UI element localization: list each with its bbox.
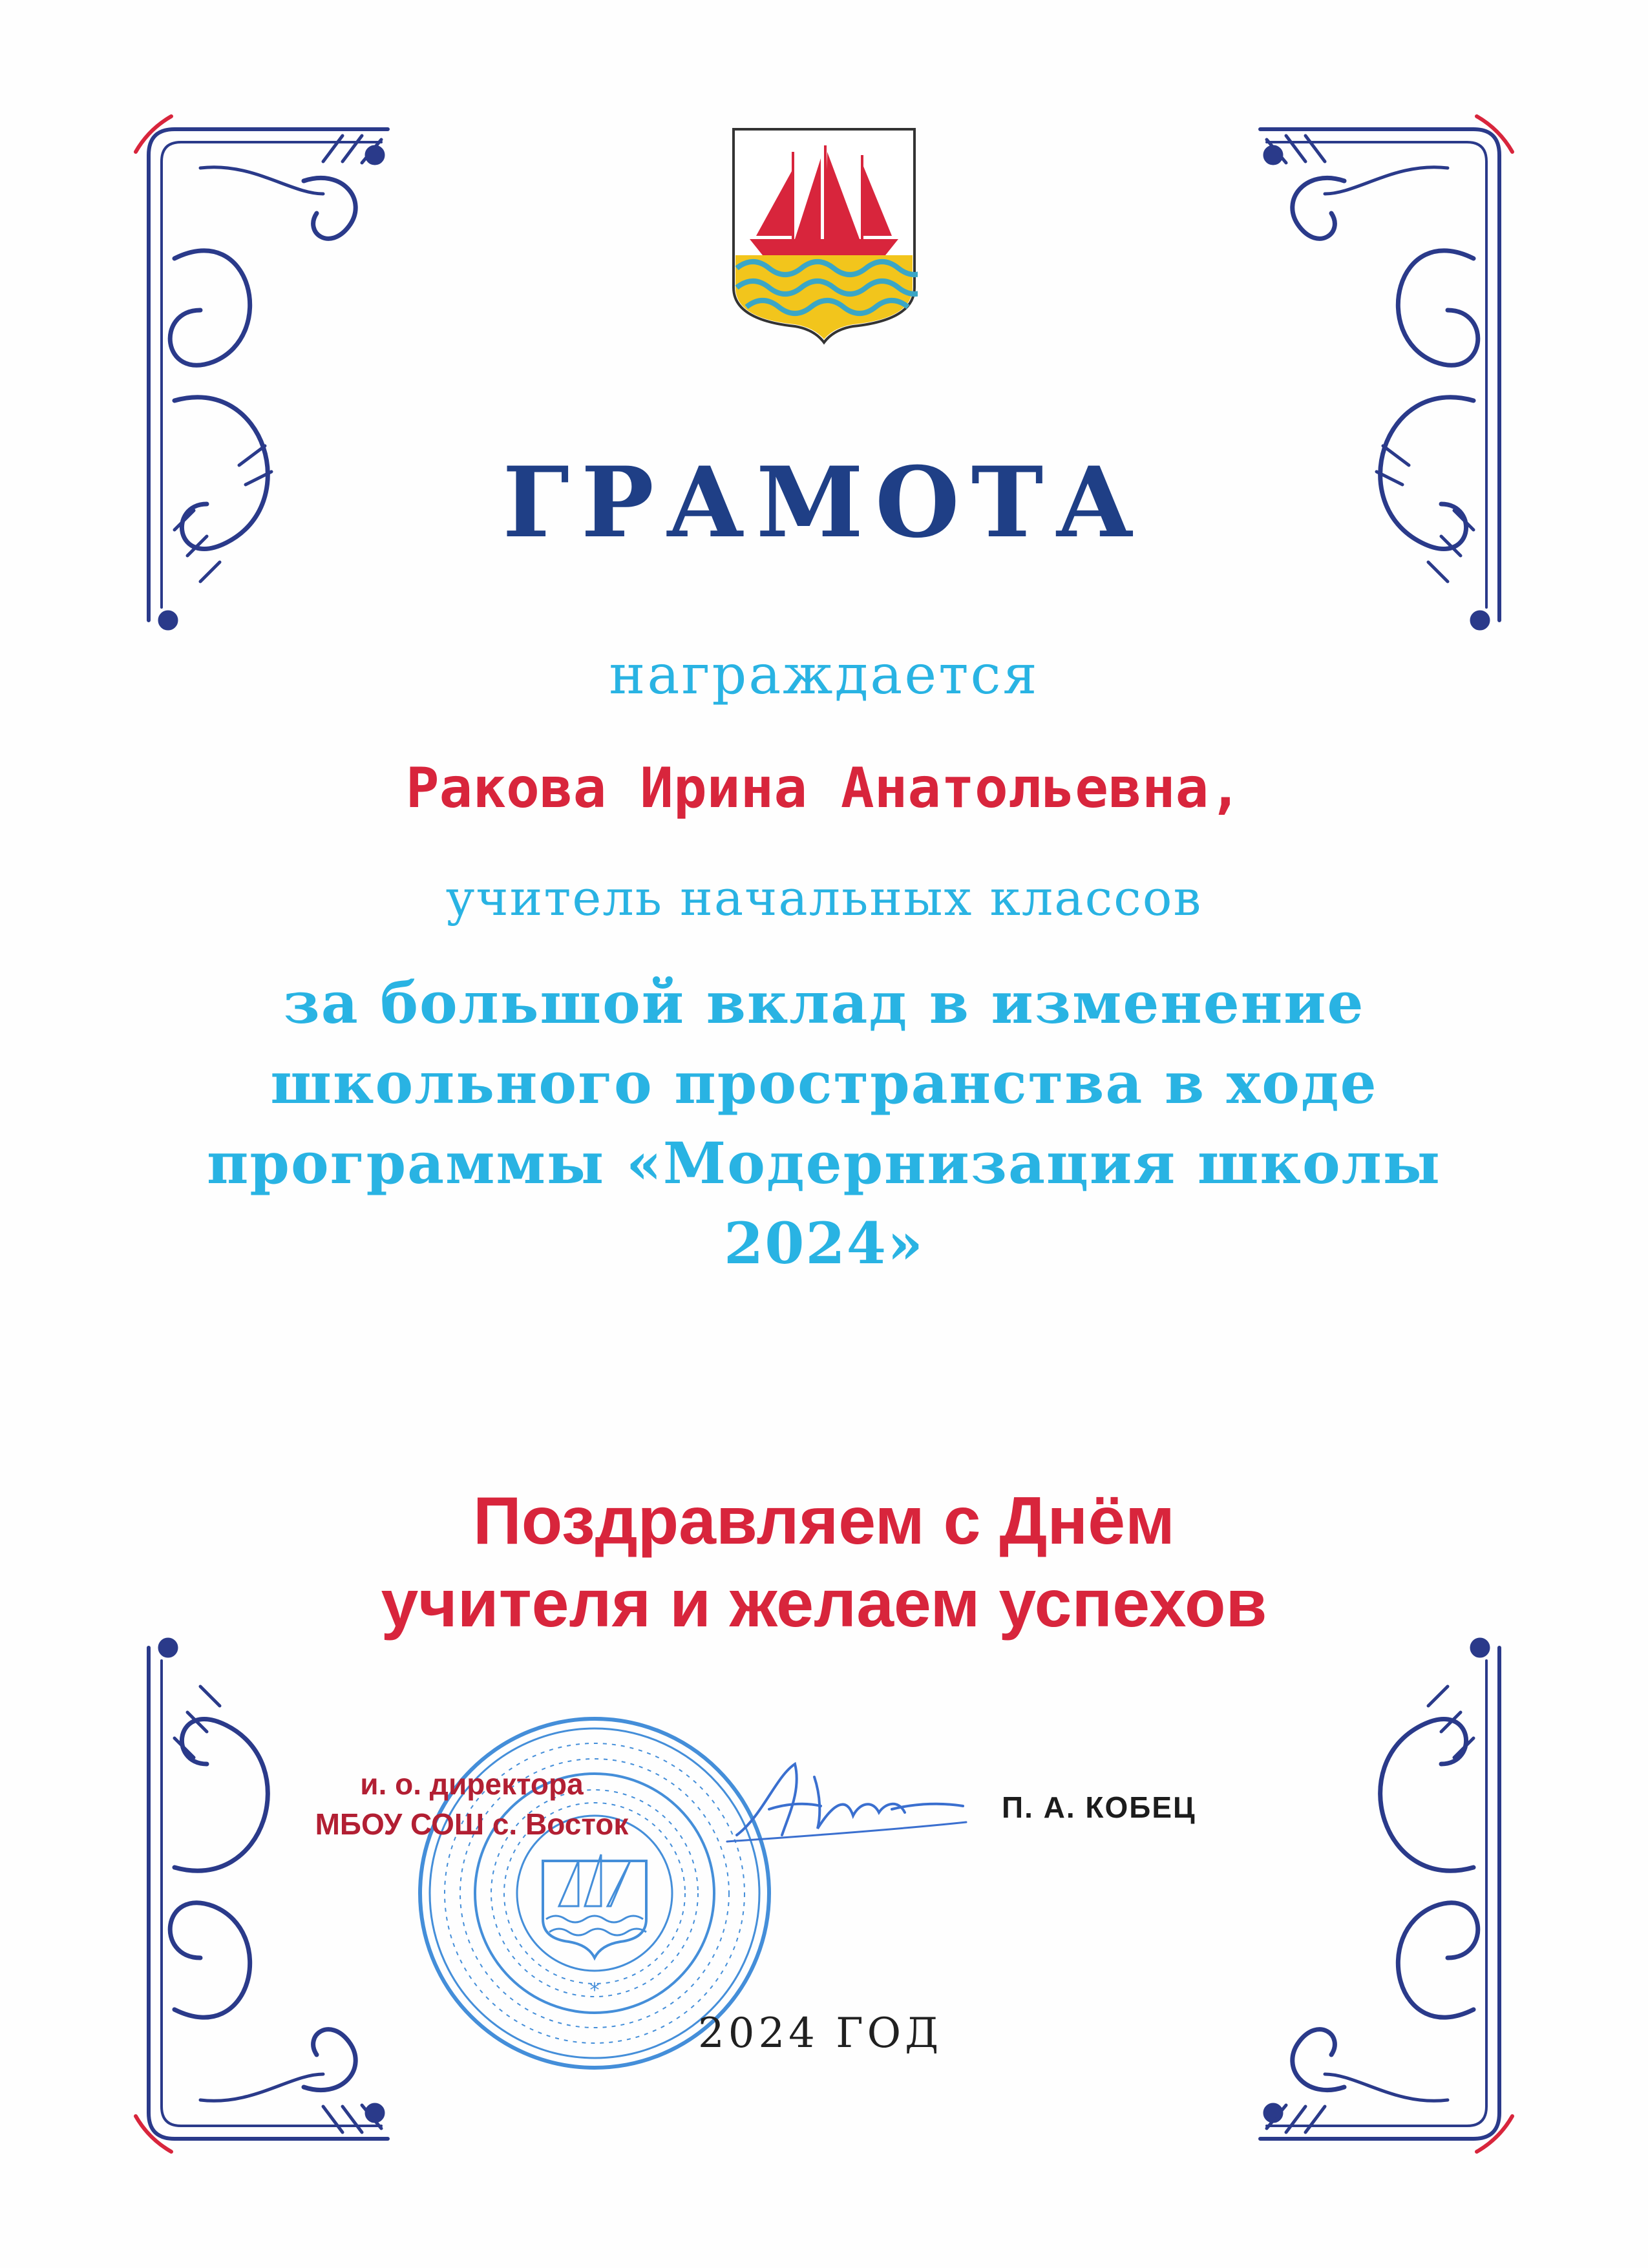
coat-of-arms-ship-icon (730, 126, 918, 346)
signer-name: П. А. КОБЕЦ (1002, 1790, 1196, 1824)
handwritten-signature (724, 1738, 969, 1854)
svg-text:*: * (589, 1979, 600, 2002)
corner-ornament-bottom-left (110, 1622, 420, 2178)
signer-role-line: и. о. директора (360, 1767, 584, 1801)
signer-role-line: МБОУ СОШ с. Восток (315, 1807, 629, 1841)
awarded-text: награждается (609, 643, 1039, 706)
certificate-title: ГРАМОТА (502, 446, 1146, 560)
congratulation-line: Поздравляем с Днём (472, 1484, 1175, 1559)
award-reason-line: за большой вклад в изменение (283, 969, 1365, 1036)
award-reason-line: 2024» (724, 1210, 924, 1277)
corner-ornament-top-right (1228, 90, 1538, 646)
award-reason-line: программы «Модернизация школы (207, 1129, 1441, 1197)
corner-ornament-top-left (110, 90, 420, 646)
year-text: 2024 ГОД (698, 2010, 943, 2057)
congratulation-text (0, 1480, 1648, 1645)
corner-ornament-bottom-right (1228, 1622, 1538, 2178)
recipient-name: Ракова Ирина Анатольевна, (405, 756, 1243, 821)
award-reason-line: школьного пространства в ходе (270, 1049, 1378, 1117)
congratulation-line: учителя и желаем успехов (381, 1566, 1267, 1641)
signer-role (284, 1764, 659, 1844)
award-reason (0, 963, 1648, 1283)
recipient-position: учитель начальных классов (445, 869, 1203, 927)
